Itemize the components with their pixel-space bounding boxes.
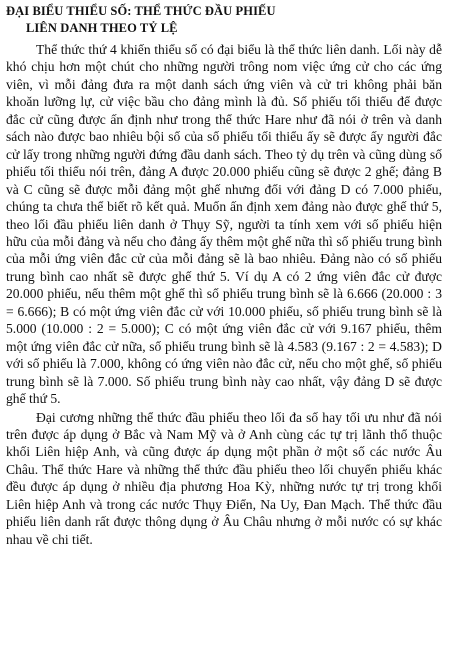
section-heading: [6, 3, 442, 37]
section-heading-line2: LIÊN DANH THEO TỶ LỆ: [26, 21, 178, 35]
section-heading-line1: ĐẠI BIỂU THIỂU SỐ: THỂ THỨC ĐẦU PHIẾU: [6, 4, 276, 18]
body-paragraph-1: Thể thức thứ 4 khiến thiểu số có đại biểu là thể thức liên danh. Lối này dễ khó chịu hơn một chút cho những người trông nom việc ứng cử cho các ứng viên, vì mỗi đảng đưa ra một danh sách ứng viên và cử tri không phải băn khoăn lưỡng lự, cử việc bầu cho đảng mình là đủ. Số phiếu tối thiểu để được đắc cử cũng được ấn định như trong thể thức Hare như đã nói ở trên và danh sách nào được bao nhiêu bội số của số phiếu tối thiểu ấy sẽ được ấy người đắc cử lấy trong những người đứng đầu danh sách. Theo tỷ dụ trên và cũng dùng số phiếu tối thiểu nói trên, đảng A được 20.000 phiếu cũng sẽ được 2 ghế; đảng B và C cũng sẽ được mỗi đảng một ghế nhưng đối với đảng D có 7.000 phiếu, chúng ta chưa thể biết rõ kết quả. Muốn ấn định xem đảng nào được ghế thứ 5, theo lối đầu phiếu liên danh ở Thụy Sỹ, người ta tính xem với số phiếu hiện hữu của mỗi đảng và nếu cho đảng ấy thêm một ghế nữa thì số phiếu trung bình của mỗi ứng viên đắc cử của mỗi đảng sẽ là bao nhiêu. Đảng nào có số phiếu trung bình cao nhất sẽ được ghế thứ 5. Ví dụ A có 2 ứng viên đắc cử được 20.000 phiếu, nếu thêm một ghế thì số phiếu trung bình sẽ là 6.666 (20.000 : 3 = 6.666); B có một ứng viên đắc cử với 10.000 phiếu, số phiếu trung bình sẽ là 5.000 (10.000 : 2 = 5.000); C có một ứng viên đắc cử với 9.167 phiếu, thêm một ứng viên đắc cử nữa, số phiếu trung bình sẽ là 4.583 (9.167 : 2 = 4.583); D với số phiếu là 7.000, không có ứng viên nào đắc cử, nếu cho một ghế, số phiếu trung bình sẽ là 7.000. Số phiếu trung bình này cao nhất, vậy đảng D sẽ được ghế thứ 5.: [6, 42, 442, 407]
body-paragraph-2: Đại cương những thể thức đầu phiếu theo lối đa số hay tối ưu như đã nói trên được áp dụng ở Bắc và Nam Mỹ và ở Anh cùng các tự trị lãnh thổ thuộc khối Liên hiệp Anh, và cũng được áp dụng một phần ở một số các nước Âu Châu. Thể thức Hare và những thể thức đầu phiếu theo lối chuyển phiếu khác đều được áp dụng ở nhiều địa phương Hoa Kỳ, những nước tự trị trong khối Liên hiệp Anh và trong các nước Thụy Điển, Na Uy, Đan Mạch. Thể thức đầu phiếu liên danh rất được thông dụng ở Âu Châu nhưng ở mỗi nước có sự khác nhau về chi tiết.: [6, 409, 442, 547]
